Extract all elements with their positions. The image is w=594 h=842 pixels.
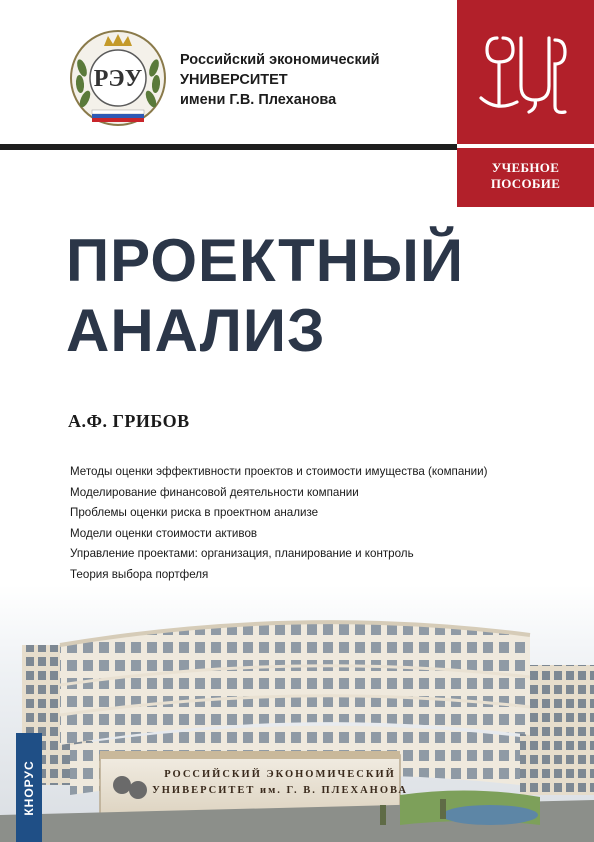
author-name: А.Ф. ГРИБОВ — [68, 411, 190, 431]
topic-item: Модели оценки стоимости активов — [70, 526, 258, 540]
university-name-line2: УНИВЕРСИТЕТ — [180, 72, 288, 88]
topic-item: Управление проектами: организация, планирование и контроль — [70, 547, 414, 561]
publisher-monogram-icon — [477, 28, 575, 116]
header-divider — [0, 144, 457, 150]
building-facade-sign — [150, 767, 410, 799]
university-name — [180, 50, 460, 110]
svg-text:РЭУ: РЭУ — [93, 66, 143, 92]
topic-item: Проблемы оценки риска в проектном анализе — [70, 506, 319, 520]
university-name-line3: имени Г.В. Плеханова — [180, 92, 337, 108]
topic-item: Моделирование финансовой деятельности компании — [70, 485, 359, 499]
topic-item: Методы оценки эффективности проектов и стоимости имущества (компании) — [70, 465, 488, 478]
book-title-line1: ПРОЕКТНЫЙ — [66, 227, 465, 294]
badge-label-line1: УЧЕБНОЕ — [491, 160, 560, 175]
book-title-line2: АНАЛИЗ — [66, 297, 326, 364]
badge-label-line2: ПОСОБИЕ — [490, 176, 561, 191]
facade-sign-line2: УНИВЕРСИТЕТ им. Г. В. ПЛЕХАНОВА — [152, 785, 408, 796]
publisher-tab — [16, 733, 42, 842]
facade-sign-line1: РОССИЙСКИЙ ЭКОНОМИЧЕСКИЙ — [164, 769, 396, 780]
series-badge — [457, 0, 594, 207]
university-building-photo — [0, 585, 594, 842]
badge-divider — [457, 144, 594, 148]
badge-label — [457, 160, 594, 192]
university-emblem-icon — [68, 28, 168, 128]
book-title — [66, 226, 546, 366]
publisher-name: КНОРУС — [22, 759, 36, 816]
university-name-line1: Российский экономический — [180, 52, 380, 68]
topic-item: Теория выбора портфеля — [70, 567, 209, 581]
